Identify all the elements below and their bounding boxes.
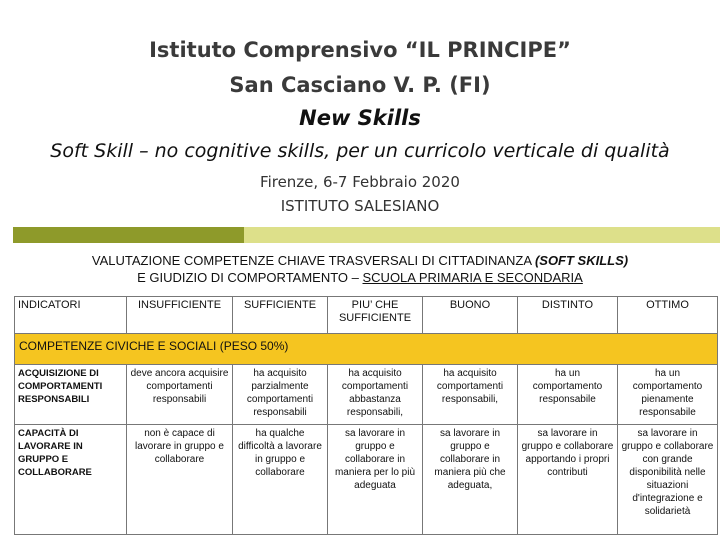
row-indicator: CAPACITÀ DI LAVORARE IN GRUPPO E COLLABORARE xyxy=(15,425,127,535)
header-sufficiente: SUFFICIENTE xyxy=(233,297,328,334)
table-cell: non è capace di lavorare in gruppo e collaborare xyxy=(127,425,233,535)
decorative-bar-dark xyxy=(13,227,244,243)
table-cell: ha qualche difficoltà a lavorare in gruppo e collaborare xyxy=(233,425,328,535)
table-cell: deve ancora acquisire comportamenti responsabili xyxy=(127,365,233,425)
header-piu-che-sufficiente: PIU’ CHE SUFFICIENTE xyxy=(328,297,423,334)
table-title-line-2 xyxy=(0,270,720,285)
title-line-3: New Skills xyxy=(299,106,421,130)
table-cell: ha un comportamento responsabile xyxy=(518,365,618,425)
table-cell: ha un comportamento pienamente responsabile xyxy=(618,365,718,425)
table-header-row xyxy=(15,297,718,334)
table-cell: ha acquisito comportamenti responsabili, xyxy=(423,365,518,425)
table-title-underlined: SCUOLA PRIMARIA E SECONDARIA xyxy=(362,270,583,285)
subtitle-soft-skill: Soft Skill – no cognitive skills, per un curricolo verticale di qualità xyxy=(50,140,670,162)
header-ottimo: OTTIMO xyxy=(618,297,718,334)
event-date: Firenze, 6-7 Febbraio 2020 xyxy=(260,173,460,191)
row-indicator: ACQUISIZIONE DI COMPORTAMENTI RESPONSABILI xyxy=(15,365,127,425)
evaluation-table xyxy=(14,296,718,535)
header-distinto: DISTINTO xyxy=(518,297,618,334)
title-line-2: San Casciano V. P. (FI) xyxy=(229,73,491,97)
header-insufficiente: INSUFFICIENTE xyxy=(127,297,233,334)
table-cell: sa lavorare in gruppo e collaborare in maniera più che adeguata, xyxy=(423,425,518,535)
table-row xyxy=(15,365,718,425)
table-row xyxy=(15,425,718,535)
header-indicatori: INDICATORI xyxy=(15,297,127,334)
table-title-line-1 xyxy=(0,253,720,268)
table-cell: sa lavorare in gruppo e collaborare con grande disponibilità nelle situazioni d'integrazione e solidarietà xyxy=(618,425,718,535)
table-cell: ha acquisito parzialmente comportamenti responsabili xyxy=(233,365,328,425)
decorative-bar-light xyxy=(244,227,720,243)
section-row xyxy=(15,334,718,365)
table-title-text-2: E GIUDIZIO DI COMPORTAMENTO – xyxy=(137,270,363,285)
section-label: COMPETENZE CIVICHE E SOCIALI (PESO 50%) xyxy=(15,334,718,365)
table-title-text: VALUTAZIONE COMPETENZE CHIAVE TRASVERSALI DI CITTADINANZA xyxy=(91,253,535,268)
table-cell: sa lavorare in gruppo e collaborare apportando i propri contributi xyxy=(518,425,618,535)
table-cell: sa lavorare in gruppo e collaborare in maniera per lo più adeguata xyxy=(328,425,423,535)
table-title-emphasis: (SOFT SKILLS) xyxy=(534,253,629,268)
title-line-1: Istituto Comprensivo “IL PRINCIPE” xyxy=(149,38,571,62)
event-venue: ISTITUTO SALESIANO xyxy=(280,197,440,215)
header-buono: BUONO xyxy=(423,297,518,334)
table-cell: ha acquisito comportamenti abbastanza responsabili, xyxy=(328,365,423,425)
decorative-bar xyxy=(13,227,720,243)
